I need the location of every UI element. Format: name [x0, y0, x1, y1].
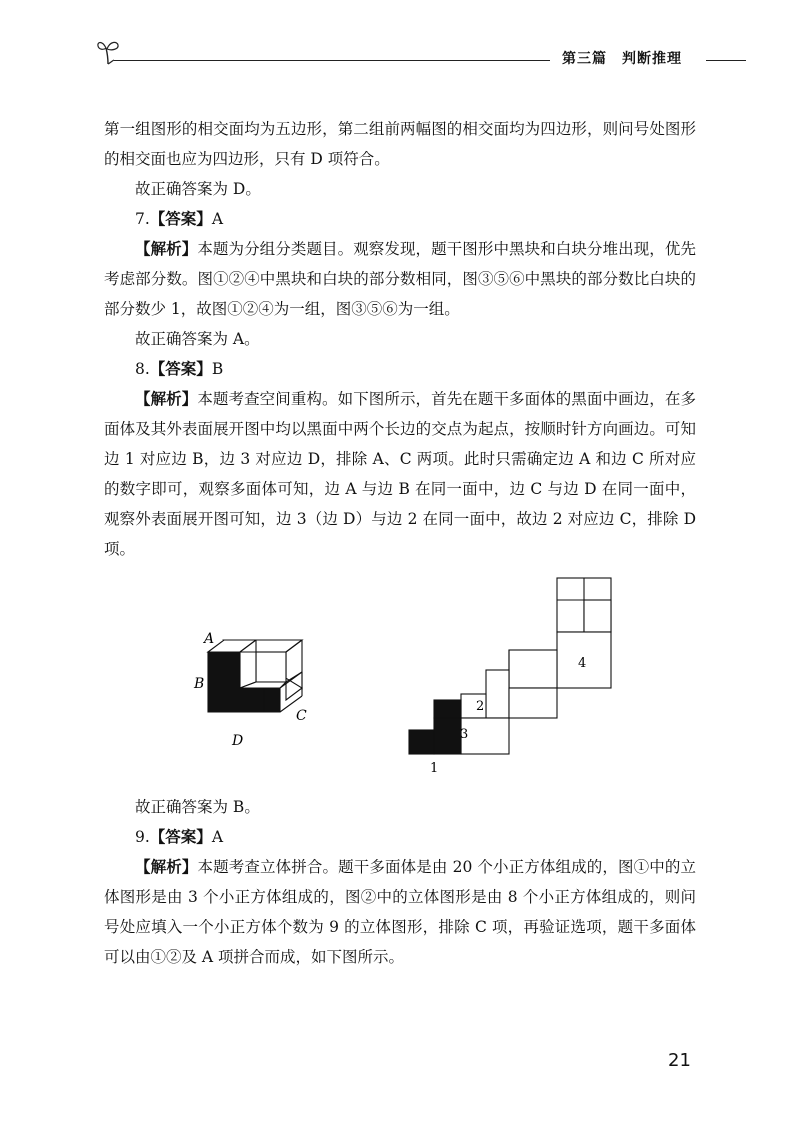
label-a: A: [204, 631, 215, 647]
analysis-8: 【解析】本题考查空间重构。如下图所示，首先在题干多面体的黑面中画边，在多面体及其外表面展开图中均以黑面中两个长边的交点为起点，按顺时针方向画边。可知边 1 对应边 B，边 3 对应边 D，排除 A、C 两项。此时只需确定边 A 和边 C 所对应的数字即可，观察多面体可知，边 A 与边 B 在同一面中，边 C 与边 D 在同一面中，观察外表面展开图可知，边 3（边 D）与边 2 在同一面中，故边 2 对应边 C，排除 D 项。: [104, 389, 696, 558]
label-d: D: [232, 733, 244, 749]
answer-9: 9.【答案】A: [135, 827, 224, 846]
paragraph: 第一组图形的相交面均为五边形，第二组前两幅图的相交面均为四边形，则问号处图形的相交面也应为四边形，只有 D 项符合。: [104, 120, 696, 168]
net-label-3: 3: [460, 727, 469, 742]
net-label-1: 1: [430, 761, 439, 776]
net-label-2: 2: [476, 699, 485, 714]
label-b: B: [194, 676, 205, 692]
conclusion-8: 故正确答案为 B。: [135, 798, 260, 816]
figure-area: [104, 570, 696, 792]
conclusion-7: 故正确答案为 A。: [135, 330, 260, 348]
header-rule-right: [706, 60, 746, 61]
net-label-4: 4: [578, 656, 587, 671]
analysis-7: 【解析】本题为分组分类题目。观察发现，题干图形中黑块和白块分堆出现，优先考虑部分数。图①②④中黑块和白块的部分数相同，图③⑤⑥中黑块的部分数比白块的部分数少 1，故图①②④为一组，图③⑤⑥为一组。: [104, 239, 696, 318]
header-title: 第三篇 判断推理: [562, 51, 682, 67]
sprout-icon: [96, 36, 120, 66]
analysis-9: 【解析】本题考查立体拼合。题干多面体是由 20 个小正方体组成的，图①中的立体图形是由 3 个小正方体组成的，图②中的立体图形是由 8 个小正方体组成的，则问号处应填入一个小正方体个数为 9 的立体图形，排除 C 项，再验证选项，题干多面体可以由①②及 A 项拼合而成，如下图所示。: [104, 857, 696, 966]
page-header: [96, 36, 746, 76]
polyhedron-figure: [208, 640, 302, 712]
main-content: [104, 114, 696, 972]
conclusion: 故正确答案为 D。: [135, 180, 261, 198]
label-c: C: [296, 708, 307, 724]
header-rule-left: [114, 60, 550, 61]
answer-7: 7.【答案】A: [135, 209, 224, 228]
figure-svg: [104, 570, 696, 792]
answer-8: 8.【答案】B: [135, 359, 224, 378]
page-number: 21: [668, 1050, 691, 1071]
